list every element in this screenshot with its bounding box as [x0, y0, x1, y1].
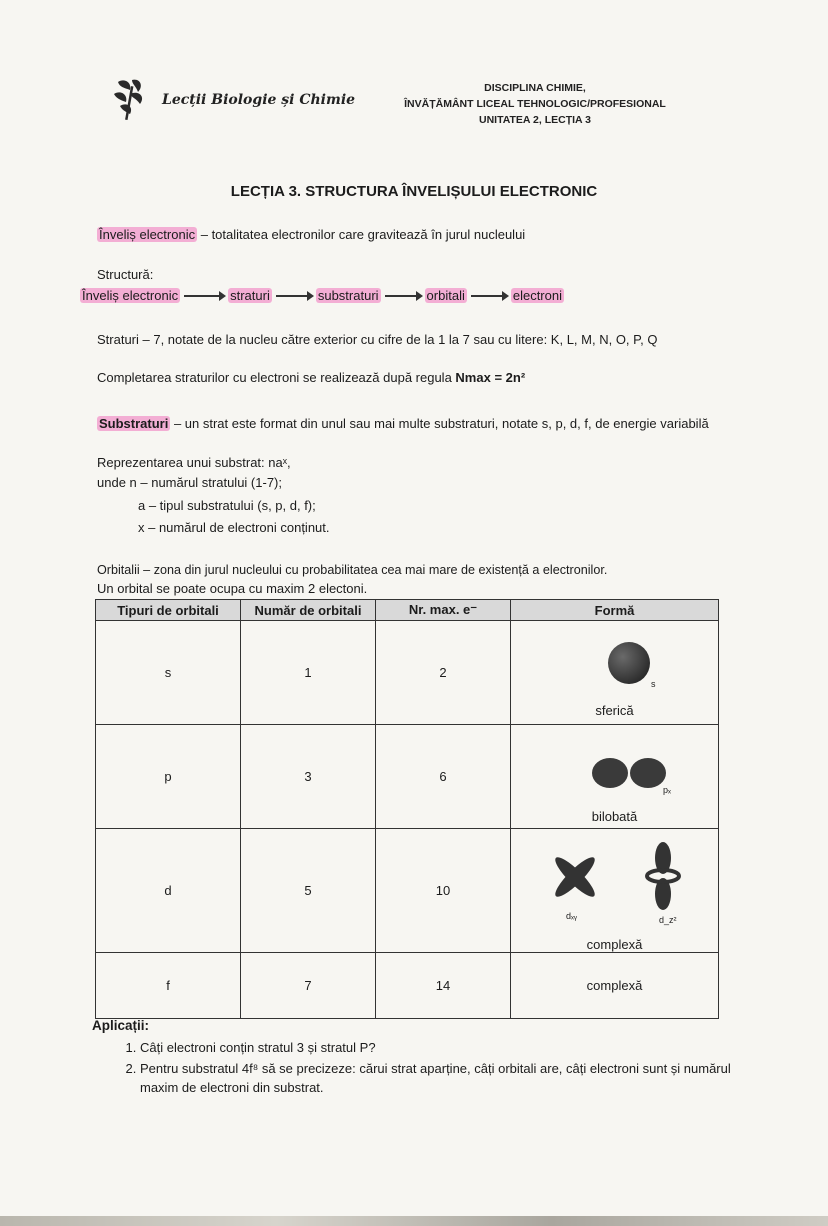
leaf-logo-icon: [108, 76, 154, 124]
orbital-count: 1: [241, 621, 376, 725]
column-header: Formă: [511, 600, 719, 621]
table-header-row: [96, 600, 719, 621]
orbital-label: s: [651, 678, 656, 689]
structure-chain: [80, 288, 564, 303]
orbital-shape-cell: [511, 829, 719, 953]
orbital-label: dₓᵧ: [566, 910, 577, 921]
header-discipline: [370, 80, 700, 128]
orbital-type: p: [96, 725, 241, 829]
substraturi-definition: [97, 414, 727, 433]
table-row: [96, 725, 719, 829]
straturi-text: Straturi – 7, notate de la nucleu către exterior cu cifre de la 1 la 7 sau cu litere: K, L, M, N, O, P, Q: [97, 332, 658, 347]
arrow-right-icon: [184, 295, 224, 297]
page-title: LECȚIA 3. STRUCTURA ÎNVELIȘULUI ELECTRONIC: [230, 183, 598, 200]
header-line: DISCIPLINA CHIMIE,: [484, 82, 586, 94]
page-bottom-edge: [0, 1216, 828, 1226]
orbital-type: f: [96, 953, 241, 1019]
list-item: 1. Câți electroni conțin stratul 3 și stratul P?: [140, 1038, 740, 1057]
orbital-max: 10: [376, 829, 511, 953]
chain-item: substraturi: [317, 288, 379, 303]
orbital-count: 3: [241, 725, 376, 829]
substrat-x: x – numărul de electroni conținut.: [138, 520, 330, 535]
substrat-unde: unde n – numărul stratului (1-7);: [97, 475, 282, 490]
aplicatii-title: Aplicații:: [92, 1018, 150, 1033]
orbitali-capacity: Un orbital se poate ocupa cu maxim 2 electoni.: [97, 581, 368, 596]
rule-formula: Nmax = 2n²: [455, 370, 526, 385]
orbital-shape-cell: [511, 621, 719, 725]
definition-invelis: [97, 225, 737, 244]
table-row: [96, 953, 719, 1019]
orbital-type: d: [96, 829, 241, 953]
dxy-orbital-icon: [547, 849, 603, 905]
arrow-right-icon: [385, 295, 421, 297]
aplicatii-list: [112, 1038, 740, 1099]
arrow-right-icon: [471, 295, 507, 297]
orbital-shape-cell: [511, 725, 719, 829]
orbital-count: 5: [241, 829, 376, 953]
column-header: Număr de orbitali: [241, 600, 376, 621]
s-orbital-icon: [607, 641, 651, 685]
shape-name: bilobată: [591, 808, 638, 824]
structure-label: Structură:: [97, 267, 154, 282]
substrat-representation: Reprezentarea unui substrat: naˣ,: [97, 455, 291, 470]
column-header: Tipuri de orbitali: [96, 600, 241, 621]
list-item: 2. Pentru substratul 4f⁸ să se precizeze: cărui strat aparține, câți orbitali are, câți electroni sunt și numărul maxim de electroni din substrat.: [140, 1059, 740, 1097]
shape-name: complexă: [511, 953, 719, 1019]
rule-text: Completarea straturilor cu electroni se realizează după regula: [97, 370, 456, 385]
chain-item: electroni: [512, 288, 562, 303]
definition-text: – totalitatea electronilor care gravitează în jurul nucleului: [197, 227, 526, 242]
table-row: [96, 621, 719, 725]
logo-text: Lecții Biologie și Chimie: [162, 92, 356, 108]
chain-item: Înveliș electronic: [82, 288, 179, 303]
chain-item: orbitali: [426, 288, 465, 303]
logo: [108, 76, 355, 124]
highlighted-term: Înveliș electronic: [99, 227, 196, 242]
shape-name: sferică: [595, 702, 634, 718]
orbitali-definition: Orbitalii – zona din jurul nucleului cu probabilitatea cea mai mare de existență a electronilor.: [97, 563, 608, 577]
arrow-right-icon: [276, 295, 312, 297]
p-orbital-icon: [591, 755, 667, 791]
dz2-orbital-icon: [645, 841, 681, 911]
orbitals-table: [95, 599, 719, 1019]
orbital-type: s: [96, 621, 241, 725]
orbital-max: 14: [376, 953, 511, 1019]
orbital-label: pₓ: [663, 784, 671, 795]
orbital-max: 2: [376, 621, 511, 725]
column-header: Nr. max. e⁻: [376, 600, 511, 621]
header-line: ÎNVĂȚĂMÂNT LICEAL TEHNOLOGIC/PROFESIONAL: [404, 98, 666, 110]
orbital-label: d_z²: [659, 914, 677, 925]
substrat-a: a – tipul substratului (s, p, d, f);: [138, 498, 316, 513]
orbital-count: 7: [241, 953, 376, 1019]
definition-text: – un strat este format din unul sau mai multe substraturi, notate s, p, d, f, de energie variabilă: [170, 416, 709, 431]
chain-item: straturi: [230, 288, 270, 303]
highlighted-term: Substraturi: [99, 416, 169, 431]
orbital-max: 6: [376, 725, 511, 829]
shape-name: complexă: [586, 936, 643, 952]
straturi-rule: [97, 368, 737, 387]
table-row: [96, 829, 719, 953]
header-line: UNITATEA 2, LECȚIA 3: [478, 114, 591, 126]
